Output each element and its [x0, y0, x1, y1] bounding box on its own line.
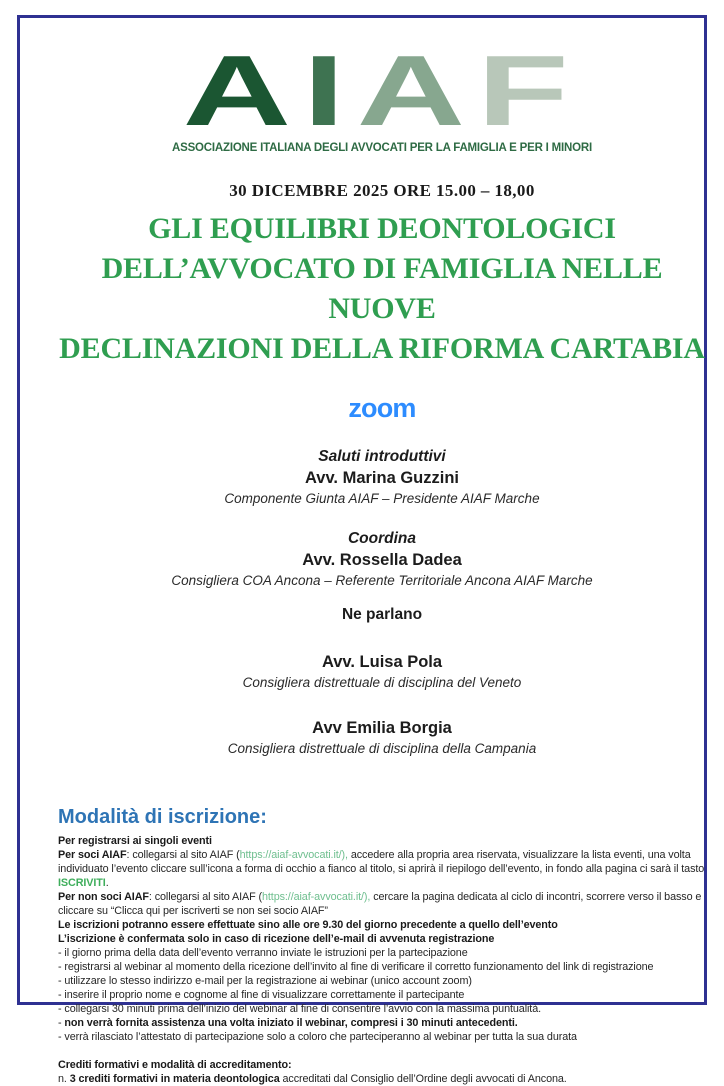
- aiaf-site-link[interactable]: https://aiaf-avvocati.it/),: [239, 849, 348, 861]
- coordinator-role-label: Coordina: [347, 530, 417, 547]
- note-certificate: - verrà rilasciato l’attestato di partecipazione solo a coloro che parteciperanno al webinar per tutta la sua durata: [58, 1031, 577, 1043]
- speakers-section: [58, 448, 706, 756]
- logo-letter-a1: A: [182, 35, 304, 147]
- deadline-text: Le iscrizioni potranno essere effettuate sino alle ore 9.30 del giorno precedente a quello dell’evento: [58, 919, 558, 931]
- non-members-instructions: [58, 890, 706, 918]
- logo-letter-f: F: [477, 35, 581, 147]
- event-title: [58, 209, 706, 369]
- intro-speaker-name: Avv. Marina Guzzini: [304, 469, 460, 487]
- credits-prefix: n.: [58, 1073, 70, 1085]
- non-members-label: Per non soci AIAF: [58, 891, 149, 903]
- coordinator-name: Avv. Rossella Dadea: [302, 551, 462, 569]
- logo-letter-i: I: [303, 35, 358, 147]
- members-text-end: .: [105, 877, 109, 889]
- credits-suffix: accreditati dal Consiglio dell’Ordine degli avvocati di Ancona.: [279, 1073, 567, 1085]
- members-text-post: accedere alla propria area riservata, visualizzare la lista eventi, una volta individuato l’evento cliccare sull’icona a forma di occhio a fianco al titolo, si aprirà il riepilogo dell’evento, in fondo alla pagina ci sarà il tasto: [58, 849, 705, 875]
- credits-heading-text: Crediti formativi e modalità di accreditamento:: [58, 1059, 292, 1071]
- confirmation-text: L’iscrizione è confermata solo in caso di ricezione dell’e-mail di avvenuta registrazione: [58, 933, 495, 945]
- zoom-logo: zoom: [348, 393, 416, 423]
- aiaf-logo: [58, 35, 706, 154]
- intro-speaker-title: Componente Giunta AIAF – Presidente AIAF Marche: [224, 491, 540, 506]
- deadline-note: [58, 918, 706, 932]
- spacer: [58, 1044, 706, 1058]
- aiaf-logo-letters: [182, 35, 581, 147]
- spacer: [58, 506, 706, 530]
- spacer: [58, 588, 706, 606]
- note-no-assistance-dash: -: [58, 1017, 65, 1029]
- registration-subheading-text: Per registrarsi ai singoli eventi: [58, 835, 212, 847]
- note-no-assistance: [58, 1016, 706, 1030]
- speaker2-title: Consigliera distrettuale di disciplina della Campania: [227, 741, 537, 756]
- non-members-text-post: cercare la pagina dedicata al ciclo di incontri, scorrere verso il basso e cliccare su “Clicca qui per iscriverti se non sei socio AIAF”: [58, 891, 702, 917]
- registration-subheading: [58, 834, 706, 848]
- panel-heading: Ne parlano: [341, 606, 423, 623]
- logo-letter-a2: A: [357, 35, 478, 147]
- page-content: [40, 35, 724, 1085]
- members-label: Per soci AIAF: [58, 849, 127, 861]
- subscribe-button-label: ISCRIVITI: [58, 877, 106, 889]
- credits-detail: [58, 1072, 706, 1086]
- coordinator-title: Consigliera COA Ancona – Referente Territoriale Ancona AIAF Marche: [171, 573, 593, 588]
- association-name: ASSOCIAZIONE ITALIANA DEGLI AVVOCATI PER LA FAMIGLIA E PER I MINORI: [172, 142, 592, 154]
- platform-block: [58, 395, 706, 422]
- non-members-text-pre: : collegarsi al sito AIAF (: [148, 891, 262, 903]
- intro-role-label: Saluti introduttivi: [318, 448, 446, 465]
- speaker1-name: Avv. Luisa Pola: [321, 653, 443, 671]
- note-instructions-sent: - il giorno prima della data dell’evento verranno inviate le istruzioni per la partecipazione: [58, 947, 468, 959]
- confirmation-note: [58, 932, 706, 946]
- credits-heading: [58, 1058, 706, 1072]
- event-datetime: 30 DICEMBRE 2025 ORE 15.00 – 18,00: [229, 181, 535, 200]
- spacer: [58, 690, 706, 716]
- note-name-surname: - inserire il proprio nome e cognome al fine di visualizzare correttamente il partecipante: [58, 989, 465, 1001]
- registration-section: [58, 806, 706, 1086]
- note-no-assistance-text: non verrà fornita assistenza una volta iniziato il webinar, compresi i 30 minuti antecedenti.: [64, 1017, 518, 1029]
- event-title-line2: DELL’AVVOCATO DI FAMIGLIA NELLE NUOVE: [101, 252, 663, 325]
- event-title-line1: GLI EQUILIBRI DEONTOLOGICI: [148, 212, 616, 245]
- speaker1-title: Consigliera distrettuale di disciplina del Veneto: [242, 675, 522, 690]
- note-register-on-invite: - registrarsi al webinar al momento della ricezione dell’invito al fine di verificare il corretto funzionamento del link di registrazione: [58, 961, 654, 973]
- event-title-line3: DECLINAZIONI DELLA RIFORMA CARTABIA: [59, 332, 705, 365]
- registration-heading: Modalità di iscrizione:: [58, 806, 267, 828]
- note-connect-early: - collegarsi 30 minuti prima dell’inizio del webinar al fine di consentire l’avvio con la massima puntualità.: [58, 1003, 541, 1015]
- page-border-frame: [17, 15, 707, 1085]
- note-same-email: - utilizzare lo stesso indirizzo e-mail per la registrazione ai webinar (unico account zoom): [58, 975, 472, 987]
- members-text-pre: : collegarsi al sito AIAF (: [126, 849, 240, 861]
- spacer: [58, 624, 706, 650]
- aiaf-site-link-2[interactable]: https://aiaf-avvocati.it/),: [262, 891, 371, 903]
- credits-bold: 3 crediti formativi in materia deontologica: [69, 1073, 280, 1085]
- members-instructions: [58, 848, 706, 890]
- speaker2-name: Avv Emilia Borgia: [312, 719, 452, 737]
